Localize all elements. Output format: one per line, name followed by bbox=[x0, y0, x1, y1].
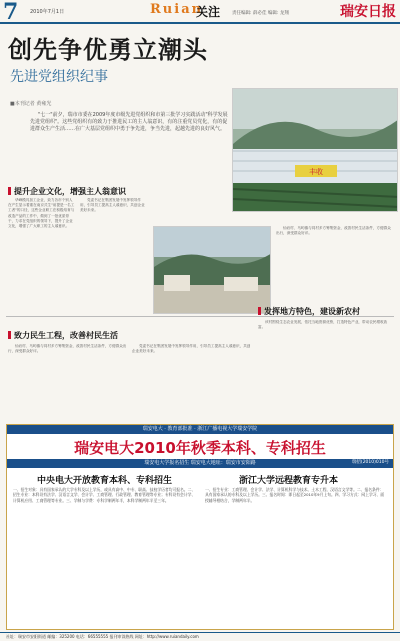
section-heading-culture: 提升企业文化，增强主人翁意识 bbox=[8, 186, 126, 197]
page-subtitle: 先进党组织纪事 bbox=[10, 69, 108, 85]
masthead-logo: 瑞安日报 bbox=[340, 4, 396, 20]
page-footer: 社址：瑞安市安阳街道 邮编：325200 电话：66555555 报刊审读热线 网址：http://www.ruiandaily.com bbox=[0, 632, 400, 641]
section-roman: Ruian bbox=[150, 2, 204, 17]
article-column-3: 仙岩村、马屿镇与同村多方筹集资金，改善村民生活条件，方便群众出行，深受群众好评。 bbox=[276, 226, 391, 236]
top-bar bbox=[0, 0, 400, 24]
article-column-2: 党委书记在集团发展中发挥领导作用，引导员工提高主人翁意识，共创企业美好未来。 bbox=[80, 198, 145, 213]
ad-sub-strip: 瑞安电大学报名招生 瑞安电大地址：瑞安市安阳路 bbox=[7, 459, 393, 468]
ad-right-body: 一、招生专业：工商管理、会计学、法学、计算机科学与技术、土木工程、汉语言文学等。二、报名条件：具有国家承认的专科及以上学历。三、报名时间：即日起至2010年9月上旬。四、学习方式：网上学习、面授辅导相结合，学制两年半。 bbox=[205, 487, 385, 503]
byline: ■本刊记者 黄雍光 bbox=[10, 101, 52, 107]
section-name: 关注 bbox=[196, 5, 221, 19]
village-photo bbox=[153, 226, 271, 314]
hero-banner-text: 丰收 bbox=[309, 168, 323, 176]
hero-photo bbox=[232, 88, 398, 212]
article-column-4: 仙岩村、马屿镇与同村多方筹集资金，改善村民生活条件，方便群众出行，深受群众好评。 bbox=[8, 344, 127, 354]
ad-right-title: 浙江大学远程教育专升本 bbox=[239, 476, 339, 486]
village-photo-icon bbox=[154, 227, 271, 314]
page-number: 7 bbox=[3, 0, 19, 25]
editors-line: 责任编辑: 薛必佳 编辑: 龙翔 bbox=[232, 11, 289, 16]
university-ad bbox=[6, 424, 394, 630]
article-column-5: 党委书记在集团发展中发挥领导作用，引导员工提高主人翁意识，共创企业美好未来。 bbox=[132, 344, 251, 354]
ad-title: 瑞安电大2010年秋季本科、专科招生 bbox=[74, 439, 326, 457]
section-heading-village: 发挥地方特色，建设新农村 bbox=[258, 306, 360, 317]
intro-paragraph: "七一"前夕，瑞市市委在2009年度市级先进党组织和市第三批学习实践活动"科学发展先进党组织"。这些党组织有的致力于推进民工的主人翁意识，有的注重党员党化，有的促进群众生产生活……在广大基层党组织中勇于争先进，争当先进，起越先进的良好风气。 bbox=[30, 112, 228, 132]
ad-left-body: 一、招生对象：具有国家承认的大学专科及以上学历，或具有高中、中专、职高、技校学历者均可报名。二、招生专业：本科设有法学、汉语言文学、会计学、工商管理、行政管理、教育管理等专业；专科设有会计学、计算机应用、工商管理等专业。三、学制与学费：专科学制两年半，本科学制两年半至三年。 bbox=[13, 487, 196, 503]
article-column-1: 华峰模具加工企业，致力各市个别人在产生显示着重在南京式生"前提是一名工工者"的口径，这些企业职工在积极培育与改造产品的工作中，做到了一批优质骨干，力求在党组织的领导下，提升了企业文化，增强了广大职工的主人翁意识。 bbox=[8, 198, 75, 229]
issue-date: 2010年7月1日 bbox=[30, 9, 65, 15]
ad-top-strip: 瑞安电大 · 教育部批准 · 浙江广播电视大学瑞安学院 bbox=[7, 425, 393, 434]
ad-left-title: 中央电大开放教育本科、专科招生 bbox=[37, 476, 173, 486]
ad-stamp: 瑞招(2010)010号 bbox=[351, 460, 389, 465]
page-headline: 创先争优勇立潮头 bbox=[8, 36, 208, 64]
article-column-6: 该村围绕生态农业发展，依托当地资源优势，打造特色产业，带动农民增收致富。 bbox=[258, 320, 388, 330]
greenhouse-photo-icon bbox=[233, 89, 398, 212]
section-heading-livelihood: 致力民生工程，改善村民生活 bbox=[8, 330, 118, 341]
